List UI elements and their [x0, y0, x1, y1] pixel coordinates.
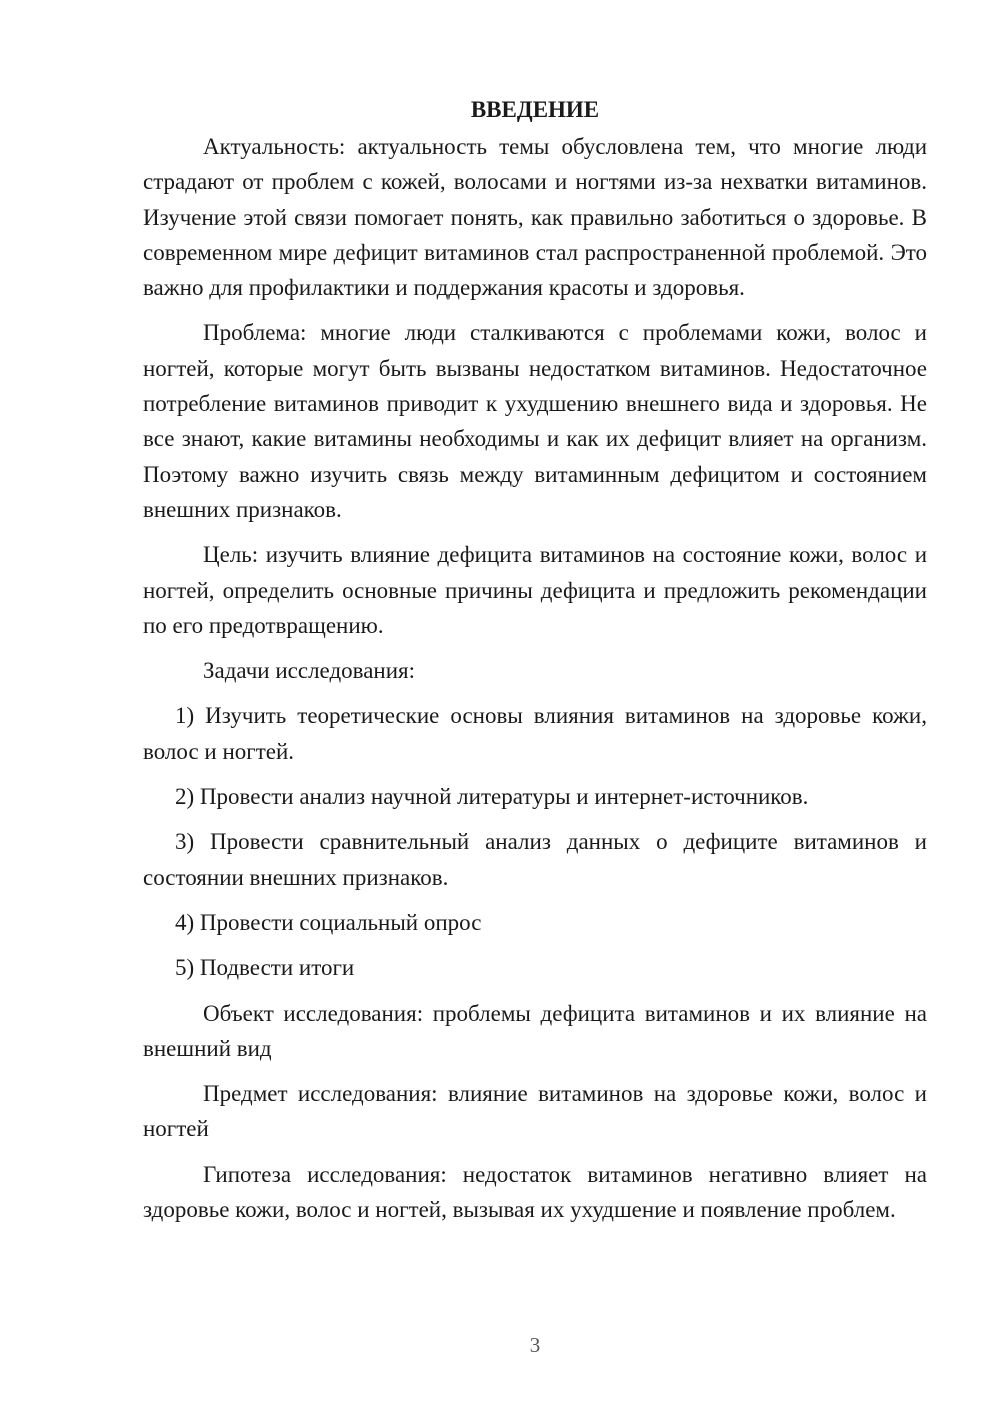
paragraph-relevance: Актуальность: актуальность темы обусловлена тем, что многие люди страдают от проблем с кожей, волосами и ногтями из-за нехватки витаминов. Изучение этой связи помогает понять, как правильно заботиться о здоровье. В современном мире дефицит витаминов стал распространенной проблемой. Это важно для профилактики и поддержания красоты и здоровья.: [143, 134, 927, 301]
paragraph-tasks-heading: Задачи исследования:: [203, 658, 416, 684]
page-number: 3: [529, 1333, 541, 1357]
paragraph-hypothesis: Гипотеза исследования: недостаток витаминов негативно влияет на здоровье кожи, волос и ногтей, вызывая их ухудшение и появление проблем.: [143, 1161, 927, 1223]
task-item-2: 2) Провести анализ научной литературы и интернет-источников.: [175, 784, 809, 810]
task-item-4: 4) Провести социальный опрос: [175, 909, 482, 935]
paragraph-object: Объект исследования: проблемы дефицита витаминов и их влияние на внешний вид: [143, 1000, 927, 1061]
paragraph-problem: Проблема: многие люди сталкиваются с проблемами кожи, волос и ногтей, которые могут быть вызваны недостатком витаминов. Недостаточное потребление витаминов приводит к ухудшению внешнего вида и здоровья. Не все знают, какие витамины необходимы и как их дефицит влияет на организм. Поэтому важно изучить связь между витаминным дефицитом и состоянием внешних признаков.: [143, 320, 927, 522]
paragraph-goal: Цель: изучить влияние дефицита витаминов на состояние кожи, волос и ногтей, определить основные причины дефицита и предложить рекомендации по его предотвращению.: [143, 542, 927, 638]
section-title: ВВЕДЕНИЕ: [470, 97, 600, 122]
paragraph-subject: Предмет исследования: влияние витаминов на здоровье кожи, волос и ногтей: [143, 1081, 927, 1142]
page-content: [143, 92, 927, 1237]
task-item-5: 5) Подвести итоги: [175, 955, 355, 981]
task-item-3: 3) Провести сравнительный анализ данных о дефиците витаминов и состоянии внешних признаков.: [143, 829, 927, 890]
task-item-1: 1) Изучить теоретические основы влияния витаминов на здоровье кожи, волос и ногтей.: [143, 703, 927, 764]
